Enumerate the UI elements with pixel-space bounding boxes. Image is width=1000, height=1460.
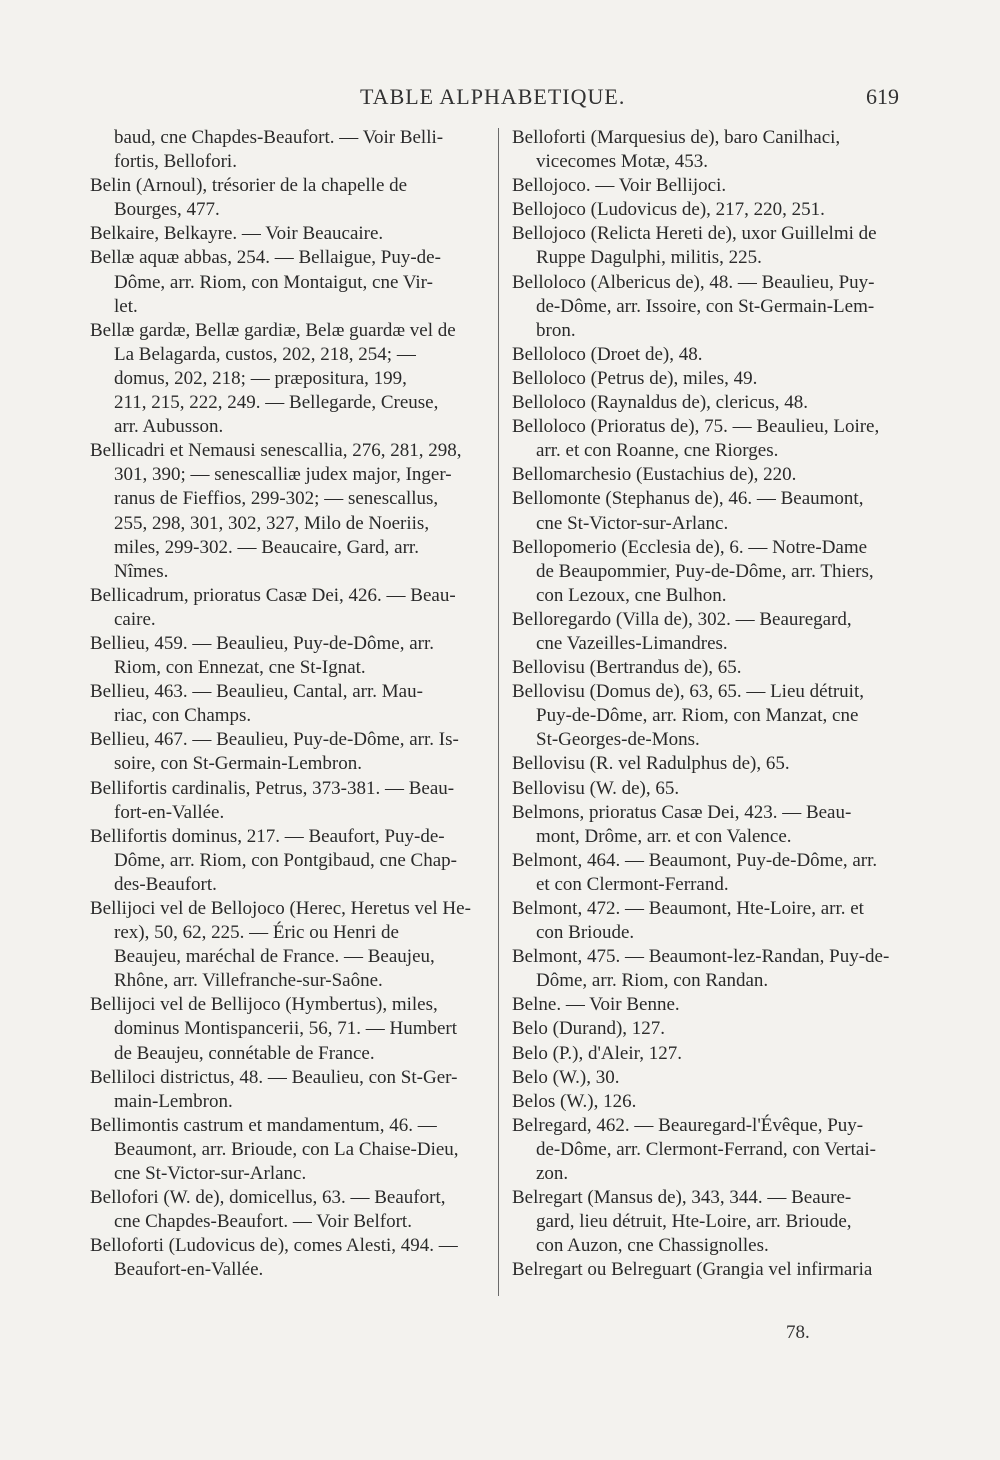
index-line: Nîmes.: [114, 560, 169, 582]
index-line: de Beaujeu, connétable de France.: [114, 1042, 375, 1064]
index-line: Bellijoci vel de Bellijoco (Hymbertus), miles,: [90, 994, 438, 1016]
index-line: domus, 202, 218; — præpositura, 199,: [114, 367, 407, 389]
index-line: Belmont, 475. — Beaumont-lez-Randan, Puy-de-: [512, 946, 890, 968]
index-line: dominus Montispancerii, 56, 71. — Humbert: [114, 1018, 458, 1040]
index-line: let.: [114, 295, 138, 317]
index-line: Bellieu, 467. — Beaulieu, Puy-de-Dôme, arr. Is-: [90, 729, 459, 751]
index-line: La Belagarda, custos, 202, 218, 254; —: [114, 343, 416, 365]
index-line: fort-en-Vallée.: [114, 801, 225, 823]
index-line: Bellofori (W. de), domicellus, 63. — Beaufort,: [90, 1187, 446, 1209]
index-line: Puy-de-Dôme, arr. Riom, con Manzat, cne: [536, 705, 859, 727]
index-line: Bellojoco (Ludovicus de), 217, 220, 251.: [512, 199, 825, 221]
index-line: Dôme, arr. Riom, con Pontgibaud, cne Chap-: [114, 849, 457, 871]
index-column-right: [512, 126, 912, 1283]
index-line: Belloloco (Prioratus de), 75. — Beaulieu, Loire,: [512, 416, 880, 438]
index-line: Beaujeu, maréchal de France. — Beaujeu,: [114, 946, 435, 968]
index-line: Beaumont, arr. Brioude, con La Chaise-Dieu,: [114, 1138, 459, 1160]
running-title: TABLE ALPHABETIQUE.: [360, 84, 626, 109]
index-line: Belmont, 464. — Beaumont, Puy-de-Dôme, arr.: [512, 849, 878, 871]
index-line: 301, 390; — senescalliæ judex major, Inger-: [114, 464, 452, 486]
index-line: Belloloco (Raynaldus de), clericus, 48.: [512, 392, 809, 414]
index-line: Bellæ aquæ abbas, 254. — Bellaigue, Puy-de-: [90, 247, 441, 269]
index-line: Bellomarchesio (Eustachius de), 220.: [512, 464, 797, 486]
index-line: Belne. — Voir Benne.: [512, 994, 680, 1016]
index-line: Rhône, arr. Villefranche-sur-Saône.: [114, 970, 383, 992]
index-line: Belregard, 462. — Beauregard-l'Évêque, Puy-: [512, 1114, 864, 1136]
index-line: 211, 215, 222, 249. — Bellegarde, Creuse,: [114, 392, 439, 414]
index-line: Belin (Arnoul), trésorier de la chapelle de: [90, 175, 408, 197]
index-line: ranus de Fieffios, 299-302; — senescallus,: [114, 488, 439, 510]
index-line: St-Georges-de-Mons.: [536, 729, 700, 751]
index-line: Belregart ou Belreguart (Grangia vel infirmaria: [512, 1259, 873, 1281]
index-line: soire, con St-Germain-Lembron.: [114, 753, 362, 775]
index-line: con Brioude.: [536, 922, 635, 944]
index-line: Belo (P.), d'Aleir, 127.: [512, 1042, 682, 1064]
index-line: Bourges, 477.: [114, 199, 220, 221]
index-line: bron.: [536, 319, 576, 341]
index-line: Bellijoci vel de Bellojoco (Herec, Heretus vel He-: [90, 898, 471, 919]
signature-mark: 78.: [786, 1322, 810, 1343]
index-column-left: [90, 126, 485, 1283]
index-line: baud, cne Chapdes-Beaufort. — Voir Belli-: [114, 127, 444, 148]
index-line: de-Dôme, arr. Clermont-Ferrand, con Vertai-: [536, 1138, 876, 1160]
index-line: de-Dôme, arr. Issoire, con St-Germain-Lem-: [536, 295, 875, 317]
page-number: 619: [866, 84, 899, 109]
index-line: Belloloco (Albericus de), 48. — Beaulieu, Puy-: [512, 271, 875, 293]
index-line: Belmont, 472. — Beaumont, Hte-Loire, arr. et: [512, 898, 864, 919]
index-line: cne St-Victor-sur-Arlanc.: [114, 1163, 307, 1185]
index-line: Belloforti (Ludovicus de), comes Alesti, 494. —: [90, 1235, 458, 1257]
index-line: Belo (W.), 30.: [512, 1066, 620, 1088]
index-line: et con Clermont-Ferrand.: [536, 873, 729, 895]
index-line: Bellæ gardæ, Bellæ gardiæ, Belæ guardæ vel de: [90, 319, 456, 341]
index-line: Ruppe Dagulphi, militis, 225.: [536, 247, 762, 269]
index-line: Bellieu, 463. — Beaulieu, Cantal, arr. Mau-: [90, 681, 423, 703]
index-line: riac, con Champs.: [114, 705, 252, 727]
index-line: Bellieu, 459. — Beaulieu, Puy-de-Dôme, arr.: [90, 632, 435, 654]
index-line: Bellomonte (Stephanus de), 46. — Beaumont,: [512, 488, 864, 510]
index-line: gard, lieu détruit, Hte-Loire, arr. Brioude,: [536, 1211, 852, 1233]
index-line: Belmons, prioratus Casæ Dei, 423. — Beau-: [512, 801, 852, 823]
index-line: Bellimontis castrum et mandamentum, 46. —: [90, 1114, 437, 1136]
index-line: Bellicadrum, prioratus Casæ Dei, 426. — Beau-: [90, 584, 456, 606]
index-line: Bellojoco. — Voir Bellijoci.: [512, 175, 727, 197]
index-line: Belloloco (Droet de), 48.: [512, 343, 703, 365]
index-line: fortis, Bellofori.: [114, 151, 237, 173]
index-line: mont, Drôme, arr. et con Valence.: [536, 825, 792, 847]
index-line: Bellovisu (Bertrandus de), 65.: [512, 657, 742, 679]
index-line: Belloregardo (Villa de), 302. — Beauregard,: [512, 608, 852, 630]
index-line: con Auzon, cne Chassignolles.: [536, 1235, 769, 1257]
index-line: cne Vazeilles-Limandres.: [536, 632, 728, 654]
index-line: Riom, con Ennezat, cne St-Ignat.: [114, 657, 366, 679]
index-line: Bellifortis dominus, 217. — Beaufort, Puy-de-: [90, 825, 445, 847]
index-line: Belregart (Mansus de), 343, 344. — Beaure-: [512, 1187, 852, 1209]
index-line: arr. et con Roanne, cne Riorges.: [536, 440, 779, 462]
column-divider: [498, 128, 499, 1296]
index-line: Belos (W.), 126.: [512, 1090, 637, 1112]
index-line: Bellojoco (Relicta Hereti de), uxor Guillelmi de: [512, 223, 877, 245]
index-line: con Lezoux, cne Bulhon.: [536, 584, 727, 606]
index-line: miles, 299-302. — Beaucaire, Gard, arr.: [114, 536, 419, 558]
index-line: Bellovisu (Domus de), 63, 65. — Lieu détruit,: [512, 681, 864, 703]
index-line: Belloloco (Petrus de), miles, 49.: [512, 367, 758, 389]
index-line: des-Beaufort.: [114, 873, 217, 895]
index-line: arr. Aubusson.: [114, 416, 224, 438]
index-line: main-Lembron.: [114, 1090, 233, 1112]
index-line: caire.: [114, 608, 156, 630]
index-line: Dôme, arr. Riom, con Randan.: [536, 970, 769, 992]
index-line: Bellicadri et Nemausi senescallia, 276, 281, 298,: [90, 440, 462, 462]
index-line: vicecomes Motæ, 453.: [536, 151, 709, 173]
index-line: cne St-Victor-sur-Arlanc.: [536, 512, 729, 534]
index-line: de Beaupommier, Puy-de-Dôme, arr. Thiers,: [536, 560, 874, 582]
index-line: Bellopomerio (Ecclesia de), 6. — Notre-Dame: [512, 536, 868, 558]
index-line: Dôme, arr. Riom, con Montaigut, cne Vir-: [114, 271, 433, 293]
index-line: Bellovisu (W. de), 65.: [512, 777, 680, 799]
index-line: Bellovisu (R. vel Radulphus de), 65.: [512, 753, 790, 775]
index-line: zon.: [536, 1163, 569, 1185]
index-line: Belloforti (Marquesius de), baro Canilhaci,: [512, 127, 841, 148]
index-line: Belliloci districtus, 48. — Beaulieu, con St-Ger-: [90, 1066, 458, 1088]
index-line: Beaufort-en-Vallée.: [114, 1259, 264, 1281]
index-line: Belo (Durand), 127.: [512, 1018, 666, 1040]
index-line: Bellifortis cardinalis, Petrus, 373-381. — Beau-: [90, 777, 455, 799]
index-line: Belkaire, Belkayre. — Voir Beaucaire.: [90, 223, 384, 245]
index-line: 255, 298, 301, 302, 327, Milo de Noeriis,: [114, 512, 430, 534]
index-line: cne Chapdes-Beaufort. — Voir Belfort.: [114, 1211, 412, 1233]
index-line: rex), 50, 62, 225. — Éric ou Henri de: [114, 922, 399, 944]
